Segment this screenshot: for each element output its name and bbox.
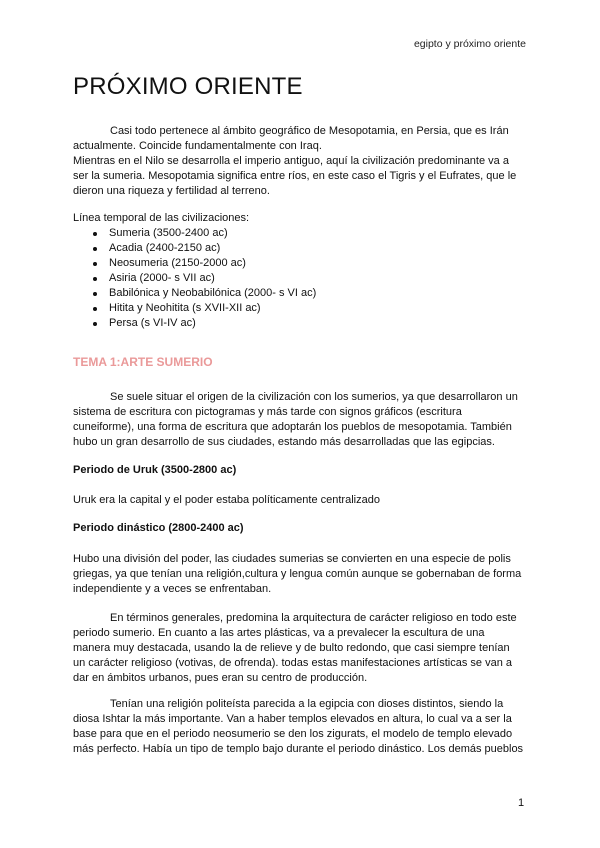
text-line: más perfecto. Había un tipo de templo bajo durante el periodo dinástico. Los demás pueblos (73, 743, 524, 755)
text-line: dieron una riqueza y fertilidad al terreno. (73, 185, 270, 197)
paragraph (73, 390, 543, 450)
text-line: Se suele situar el origen de la civilización con los sumerios, ya que desarrollaron un (110, 391, 518, 403)
subheading-dinastico (73, 521, 543, 536)
page-number: 1 (518, 797, 525, 809)
timeline-label (73, 211, 543, 226)
list-item: Hitita y Neohitita (s XVII-XII ac) (109, 301, 316, 316)
timeline-list (73, 226, 316, 331)
paragraph (73, 611, 543, 686)
text-line: base para que en el periodo neosumerio se den los zigurats, el modelo de templo elevado (73, 728, 513, 740)
text-line: Casi todo pertenece al ámbito geográfico de Mesopotamia, en Persia, que es Irán (110, 125, 509, 137)
page-title: PRÓXIMO ORIENTE (73, 73, 303, 100)
text-line: ser la sumeria. Mesopotamia significa entre ríos, en este caso el Tigris y el Eufrates, que le (73, 170, 517, 182)
subheading-uruk (73, 463, 543, 478)
text-line: En términos generales, predomina la arquitectura de carácter religioso en todo este (110, 612, 517, 624)
text-line: hubo un gran desarrollo de sus ciudades, estando más desarrolladas que las egipcias. (73, 436, 495, 448)
text-line: un carácter religioso (votivas, de ofrenda). todas estas manifestaciones artísticas se van a (73, 657, 512, 669)
text-line: Mientras en el Nilo se desarrolla el imperio antiguo, aquí la civilización predominante va a (73, 155, 509, 167)
text-line: Periodo dinástico (2800-2400 ac) (73, 522, 244, 534)
list-item: Asiria (2000- s VII ac) (109, 271, 316, 286)
text-line: diosa Ishtar la más importante. Van a haber templos elevados en altura, lo cual va a ser la (73, 713, 512, 725)
paragraph (73, 697, 543, 757)
text-line: Tenían una religión politeísta parecida a la egipcia con dioses distintos, siendo la (110, 698, 504, 710)
text-line: Línea temporal de las civilizaciones: (73, 212, 250, 224)
text-line: cuneiforme), una forma de escritura que adoptarán los pueblos de mesopotamia. También (73, 421, 512, 433)
list-item: Neosumeria (2150-2000 ac) (109, 256, 316, 271)
list-item: Sumeria (3500-2400 ac) (109, 226, 316, 241)
list-item: Acadia (2400-2150 ac) (109, 241, 316, 256)
text-line: griegas, ya que tenían una religión,cultura y lengua común aunque se gobernaban de forma (73, 568, 522, 580)
text-line: sistema de escritura con pictogramas y más tarde con signos gráficos (escritura (73, 406, 462, 418)
paragraph (73, 552, 543, 597)
section-heading: TEMA 1:ARTE SUMERIO (73, 355, 213, 369)
page-header: egipto y próximo oriente (413, 38, 526, 50)
text-line: Periodo de Uruk (3500-2800 ac) (73, 464, 237, 476)
list-item: Babilónica y Neobabilónica (2000- s VI ac) (109, 287, 317, 299)
text-line: manera muy destacada, usando la de relieve y de bulto redondo, que casi siempre tenían (73, 642, 510, 654)
text-line: independiente y a veces se enfrentaban. (73, 583, 272, 595)
text-line: periodo sumerio. En cuanto a las artes plásticas, va a prevalecer la escultura de una (73, 627, 485, 639)
list-item: Persa (s VI-IV ac) (109, 316, 316, 331)
text-line: Uruk era la capital y el poder estaba políticamente centralizado (73, 494, 380, 506)
text-line: actualmente. Coincide fundamentalmente con Iraq. (73, 140, 322, 152)
text-line: Hubo una división del poder, las ciudades sumerias se convierten en una especie de polis (73, 553, 511, 565)
intro-paragraph (73, 124, 543, 199)
paragraph (73, 493, 543, 508)
text-line: dar en ámbitos urbanos, pues eran su centro de producción. (73, 672, 368, 684)
